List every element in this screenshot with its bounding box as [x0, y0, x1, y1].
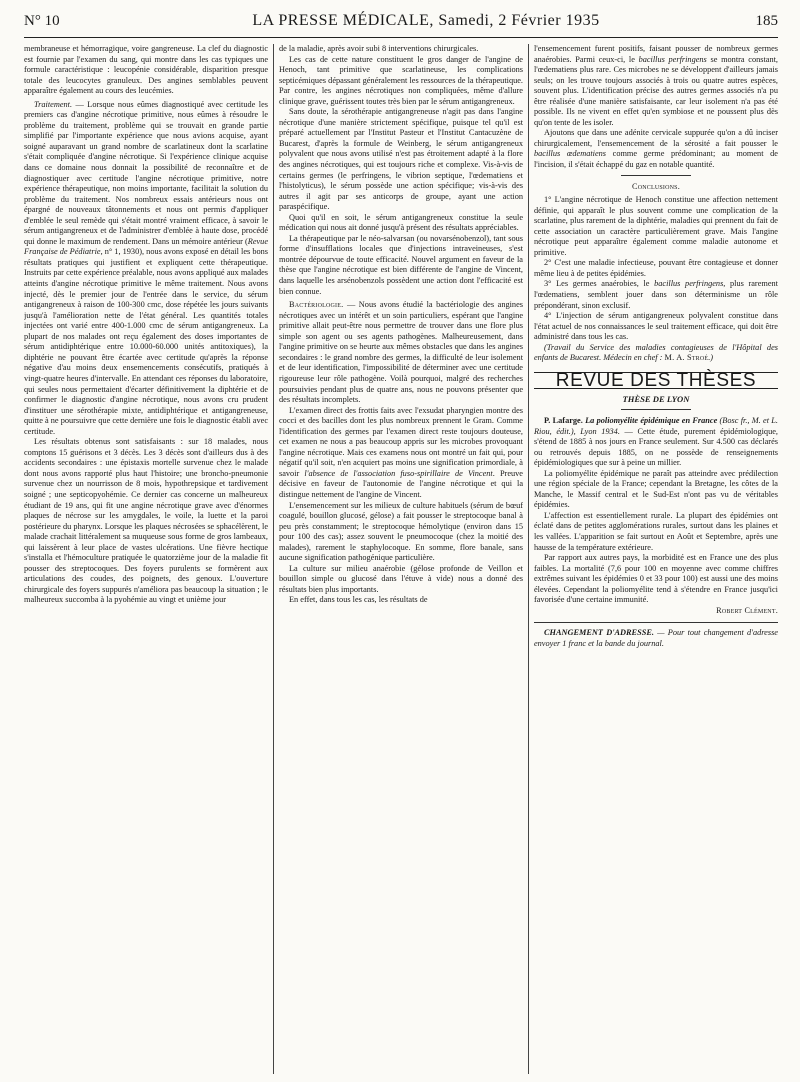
paragraph: de la maladie, après avoir subi 8 interventions chirurgicales. — [278, 44, 479, 53]
divider — [534, 622, 778, 623]
thesis-title: La poliomyélite épidémique en France — [582, 415, 718, 425]
reviewer-signature: Robert Clément. — [716, 605, 778, 615]
page-header — [24, 12, 778, 38]
thesis-author: P. Lafarge. — [543, 415, 583, 425]
section-subtitle: THÈSE DE LYON — [622, 394, 690, 405]
journal-title: LA PRESSE MÉDICALE, Samedi, 2 Février 1935 — [252, 12, 600, 29]
column-2 — [279, 44, 523, 1074]
paragraph: l'ensemencement furent positifs, faisant pousser de nombreux germes anaérobies. Parmi ceux-ci, le bacillus perfringens se montra constant, l'œdematiens plus rare. Ces microbes ne se développent d'ailleurs jamais seuls; on les trouve toujours associés à trois ou quatre autres espèces, souvent plus. L'identification précise des autres germes associés n'a pu être réalisée d'une manière satisfaisante, car leur isolement n'a pas été possible. Ils ne vivent en effet qu'en symbiose et ne poussent plus dès qu'on tente de les isoler. — [533, 44, 778, 127]
paragraph: L'ensemencement sur les milieux de culture habituels (sérum de bœuf coagulé, bouillon glucosé, gélose) a fait pousser le streptocoque banal à peu près constamment; le streptocoque hémolytique (environ dans 15 pour 100 des cas); assez souvent le pneumocoque (chez la moitié des malades), rarement le staphylocoque. En somme, flore banale, sans aucune signification pathogénique particulière. — [278, 500, 523, 563]
paragraph: Par rapport aux autres pays, la morbidité est en France une des plus faibles. La mortalité (7,6 pour 100 en moyenne avec comme chiffres extrêmes suivant les épidémies 0 et 33 pour 100) est aussi une des moins élevées. Cependant la poliomyélite tend à s'étendre en France jusqu'ici favorisée d'une certaine immunité. — [533, 553, 778, 605]
paragraph: Ajoutons que dans une adénite cervicale suppurée qu'on a dû inciser chirurgicalement, l'ensemencement de la sérosité a fait pousser le bacillus œdematiens comme germe prédominant; au moment de l'incision, il s'était échappé du gaz en notable quantité. — [533, 128, 778, 170]
conclusion-4: 4° L'injection de sérum antigangreneux polyvalent constitue dans l'état actuel de nos connaissances le seul traitement efficace, qui doit être administré dans tous les cas. — [533, 311, 778, 342]
text-columns — [24, 44, 778, 1074]
column-divider — [273, 44, 274, 1074]
paragraph: La thérapeutique par le néo-salvarsan (ou novarsénobenzol), tant sous forme d'insufflations locales que d'injections intraveineuses, s'est montrée dépourvue de toute efficacité. Nouvel argument en faveur de la thèse que l'angine nécrotique est bien différente de l'angine de Vincent, dans laquelle les arsénobenzols possèdent une action dont l'efficacité est bien connue. — [278, 233, 523, 296]
column-divider — [528, 44, 529, 1074]
paragraph: Quoi qu'il en soit, le sérum antigangreneux constitue la seule médication qui nous ait donné jusqu'à présent des résultats appréciables. — [278, 212, 523, 233]
paragraph: La culture sur milieu anaérobie (gélose profonde de Veillon et bouillon simple ou glucosé dans l'étuve à vide) nous a donné des résultats bien plus importants. — [278, 563, 523, 594]
thesis-entry: P. Lafarge. La poliomyélite épidémique en France (Bosc fr., M. et L. Riou, édit.), Lyon 1934. — Cette étude, purement épidémiologique, s'étend de 1885 à nos jours en France seulement. Sur 4.500 cas déclarés ou retrouvés depuis 1885, on ne possède de renseignements épidémiologiques que sur à peine un millier. — [533, 415, 778, 468]
bacteriology-label: Bactériologie. — [288, 300, 344, 310]
paragraph: La poliomyélite épidémique ne paraît pas atteindre avec prédilection une région spéciale de la France; cependant la Bretagne, les côtes de la Manche, le Massif central et le Sud-Est n'ont pas vu de véritables épidémies. — [533, 468, 778, 510]
paragraph: L'examen direct des frottis faits avec l'exsudat pharyngien montre des cocci et des bacilles dont les plus nombreux prennent le Gram. Comme l'identification des germes par l'examen direct reste toujours douteuse, cet examen ne nous a pas beaucoup appris sur les microbes provoquant l'angine nécrotique. Mais ces examens nous ont montré un fait qui, pour négatif qu'il soit, n'en acquiert pas moins une signification primordiale, à savoir l'absence de l'association fuso-spirillaire de Vincent. Preuve décisive en faveur de l'autonomie de l'angine nécrotique et qui la distingue nettement de l'angine de Vincent. — [278, 405, 523, 499]
conclusion-2: 2° C'est une maladie infectieuse, pouvant être contagieuse et donner même lieu à de petites épidémies. — [533, 258, 778, 278]
paragraph: L'affection est essentiellement rurale. La plupart des épidémies ont éclaté dans de petites agglomérations rurales, surtout dans les plaines et les vallées. L'apparition se fait surtout en Août et Septembre, après une hausse de la température extérieure. — [533, 510, 778, 552]
conclusion-1: 1° L'angine nécrotique de Henoch constitue une affection nettement définie, qui apparaît le plus souvent comme une complication de la scarlatine, plus rarement de la diphtérie, maladies qui prennent du fait de cette association un caractère particulièrement grave. Mais l'angine nécrotique peut apparaître également comme maladie autonome et primitive. — [533, 195, 778, 257]
paragraph-bacteriology: Bactériologie. — Nous avons étudié la bactériologie des angines nécrotiques avec un intérêt et un soin particuliers, espérant que l'angine primitive allait peut-être nous permettre de trouver dans une flore plus simple son agent ou ses agents pathogènes. Malheureusement, dans l'angine primitive on se heurte aux mêmes obstacles que dans les angines secondaires : le grand nombre des germes, la difficulté de leur isolement et de leur identification, l'impossibilité de déterminer avec une certitude rigoureuse leur rôle pathogène. Voilà pourquoi, malgré des recherches poursuivies pendant plus de quatre ans, nous ne pouvons présenter que des résultats incomplets. — [278, 300, 523, 405]
divider — [621, 409, 691, 410]
paragraph: En effet, dans tous les cas, les résultats de — [288, 595, 428, 605]
paragraph-treatment: Traitement. — Lorsque nous eûmes diagnostiqué avec certitude les premiers cas d'angine nécrotique primitive, nous eûmes à résoudre le problème du traitement, problème qui se trouvait en grande partie simplifié par l'importante expérience que nous avions acquise, ayant soigné auparavant un grand nombre de scarlatineux dont la scarlatine s'était compliquée d'angine nécrotique. Si l'expérience clinique acquise dans ce domaine nous donnait la possibilité de reconnaître et de diagnostiquer avec certitude l'angine nécrotique primitive, notre expérience thérapeutique, non moins importante, facilitait la solution du problème du traitement. Nos nombreux essais antérieurs nous ont épargné de nouveaux tâtonnements et nous ont permis d'appliquer d'emblée le seul remède qui s'était montré vraiment efficace, à savoir le sérum antigangreneux et de l'administrer d'emblée à haute dose, procédé qui donne le maximum de rendement. Dans un mémoire antérieur (Revue Française de Pédiatrie, n° 1, 1930), nous avons exposé en détail les bons résultats pratiques qui justifient et expliquent cette thérapeutique. Instruits par cette expérience préalable, nous avons appliqué aux malades atteints d'angine nécrotique primitive le même traitement. Nous avons injecté, dès le premier jour de l'entrée dans le service, du sérum antigangreneux à raison de 100-300 cmc, dose répétée les jours suivants jusqu'à l'amélioration nette de l'état général. Les quantités totales injectées ont varié entre 400-1.000 cmc de sérum antigangreneux. La plupart de nos malades ont reçu également des doses importantes de sérum antidiphtérique entre 10.000-60.000 unités antitoxiques), la diphtérie ne pouvant être écartée avec certitude qu'après la réponse négative d'au moins deux ensemencements consécutifs, pratiqués à vingt-quatre heures d'intervalle. En attendant ces réponses du laboratoire, qui seules nous permettaient d'écarter définitivement la diphtérie et de confirmer le diagnostic d'angine nécrotique, nous avons cru prudent d'instituer une sérothérapie mixte, antidiphtérique et antigangreneuse, quitte à ne poursuivre que cette dernière une fois le diagnostic établi avec certitude. — [24, 99, 269, 436]
divider — [621, 175, 691, 176]
column-1 — [24, 44, 268, 1074]
treatment-label: Traitement. — [34, 99, 73, 109]
issue-number: N° 10 — [24, 13, 60, 29]
thesis-publisher: (Bosc fr., M. et L. Riou, édit.), Lyon 1934. — [533, 415, 778, 436]
conclusion-3: 3° Les germes anaérobies, le bacillus perfringens, plus rarement l'œdematiens, semblent jouer dans son déterminisme un rôle prépondérant, sinon exclusif. — [533, 279, 778, 310]
page-number: 185 — [755, 13, 778, 29]
conclusions-heading: Conclusions. — [631, 181, 680, 191]
citation: Revue Française de Pédiatrie — [24, 236, 269, 257]
notice-label: CHANGEMENT D'ADRESSE. — [543, 628, 654, 638]
paragraph: Sans doute, la sérothérapie antigangreneuse n'agit pas dans l'angine nécrotique d'une manière strictement spécifique, puisque tel qu'il est préparé actuellement par l'Institut Pasteur et l'Institut Cantacuzène de Bucarest, d'après la formule de Weinberg, le sérum antigangreneux polyvalent que nous avons utilisé n'est pas étroitement adapté à la flore des angines nécrotiques, qui est toujours riche et complexe. Vis-à-vis de certains germes (le perfringens, le vibrion septique, l'œdematiens et l'histolyticus), le sérum possède une action spécifique; vis-à-vis des autres il agit par ses anticorps de groupe, ayant une action paraspécifique. — [278, 107, 523, 212]
paragraph: Les cas de cette nature constituent le gros danger de l'angine de Henoch, tant primitive que scarlatineuse, les complications septicémiques dépassant généralement les ressources de la thérapeutique. Par contre, les angines nécrotiques non compliquées, même d'allure clinique grave, guérissent toutes très bien par le sérum antigangreneux. — [278, 54, 523, 106]
address-change-notice: CHANGEMENT D'ADRESSE. — Pour tout changement d'adresse envoyer 1 franc et la bande du journal. — [533, 628, 778, 648]
section-title: REVUE DES THÈSES — [534, 372, 778, 390]
service-credit: (Travail du Service des maladies contagieuses de l'Hôpital des enfants de Bucarest. Médecin en chef : M. A. Stroé.) — [533, 342, 778, 363]
paragraph-results: Les résultats obtenus sont satisfaisants : sur 18 malades, nous comptons 15 guérisons et 3 décès. Les 3 décès sont d'ailleurs dus à des accidents secondaires : une épistaxis mortelle survenue chez le malade dont nous avons rapporté plus haut l'histoire; une broncho-pneumonie survenue chez un nourrisson de 8 mois, hypothrepsique et tardivement soigné ; une septicopyohémie. Ce dernier cas concerne un malheureux étudiant de 19 ans, qui fit une angine nécrotique grave avec d'énormes plaques de nécrose sur les amygdales, le voile, la luette et la paroi postérieure du pharynx. Lorsque les plaques nécrosées se sphacélèrent, le malade crachait littéralement sa muqueuse sous forme de gros lambeaux, qui laissèrent à leur place de vastes ulcérations. Une fièvre hectique s'installa et l'hémoculture pratiquée le quatorzième jour de la maladie fit pousser des streptocoques. Des foyers purulents se formèrent aux articulations des coudes, des poignets, des genoux. L'ouverture chirurgicale des foyers suppurés n'améliora pas beaucoup la situation ; le malheureux succomba à la pyohémie au vingt et unième jour — [24, 437, 269, 605]
paragraph: membraneuse et hémorragique, voire gangreneuse. La clef du diagnostic est fournie par l'examen du sang, qui montre dans les cas typiques une formule caractéristique : leucopénie considérable, disparition presque totale des leucocytes granuleux. Des angines semblables peuvent apparaître également au cours des leucémies. — [24, 44, 269, 96]
column-3 — [534, 44, 778, 1074]
